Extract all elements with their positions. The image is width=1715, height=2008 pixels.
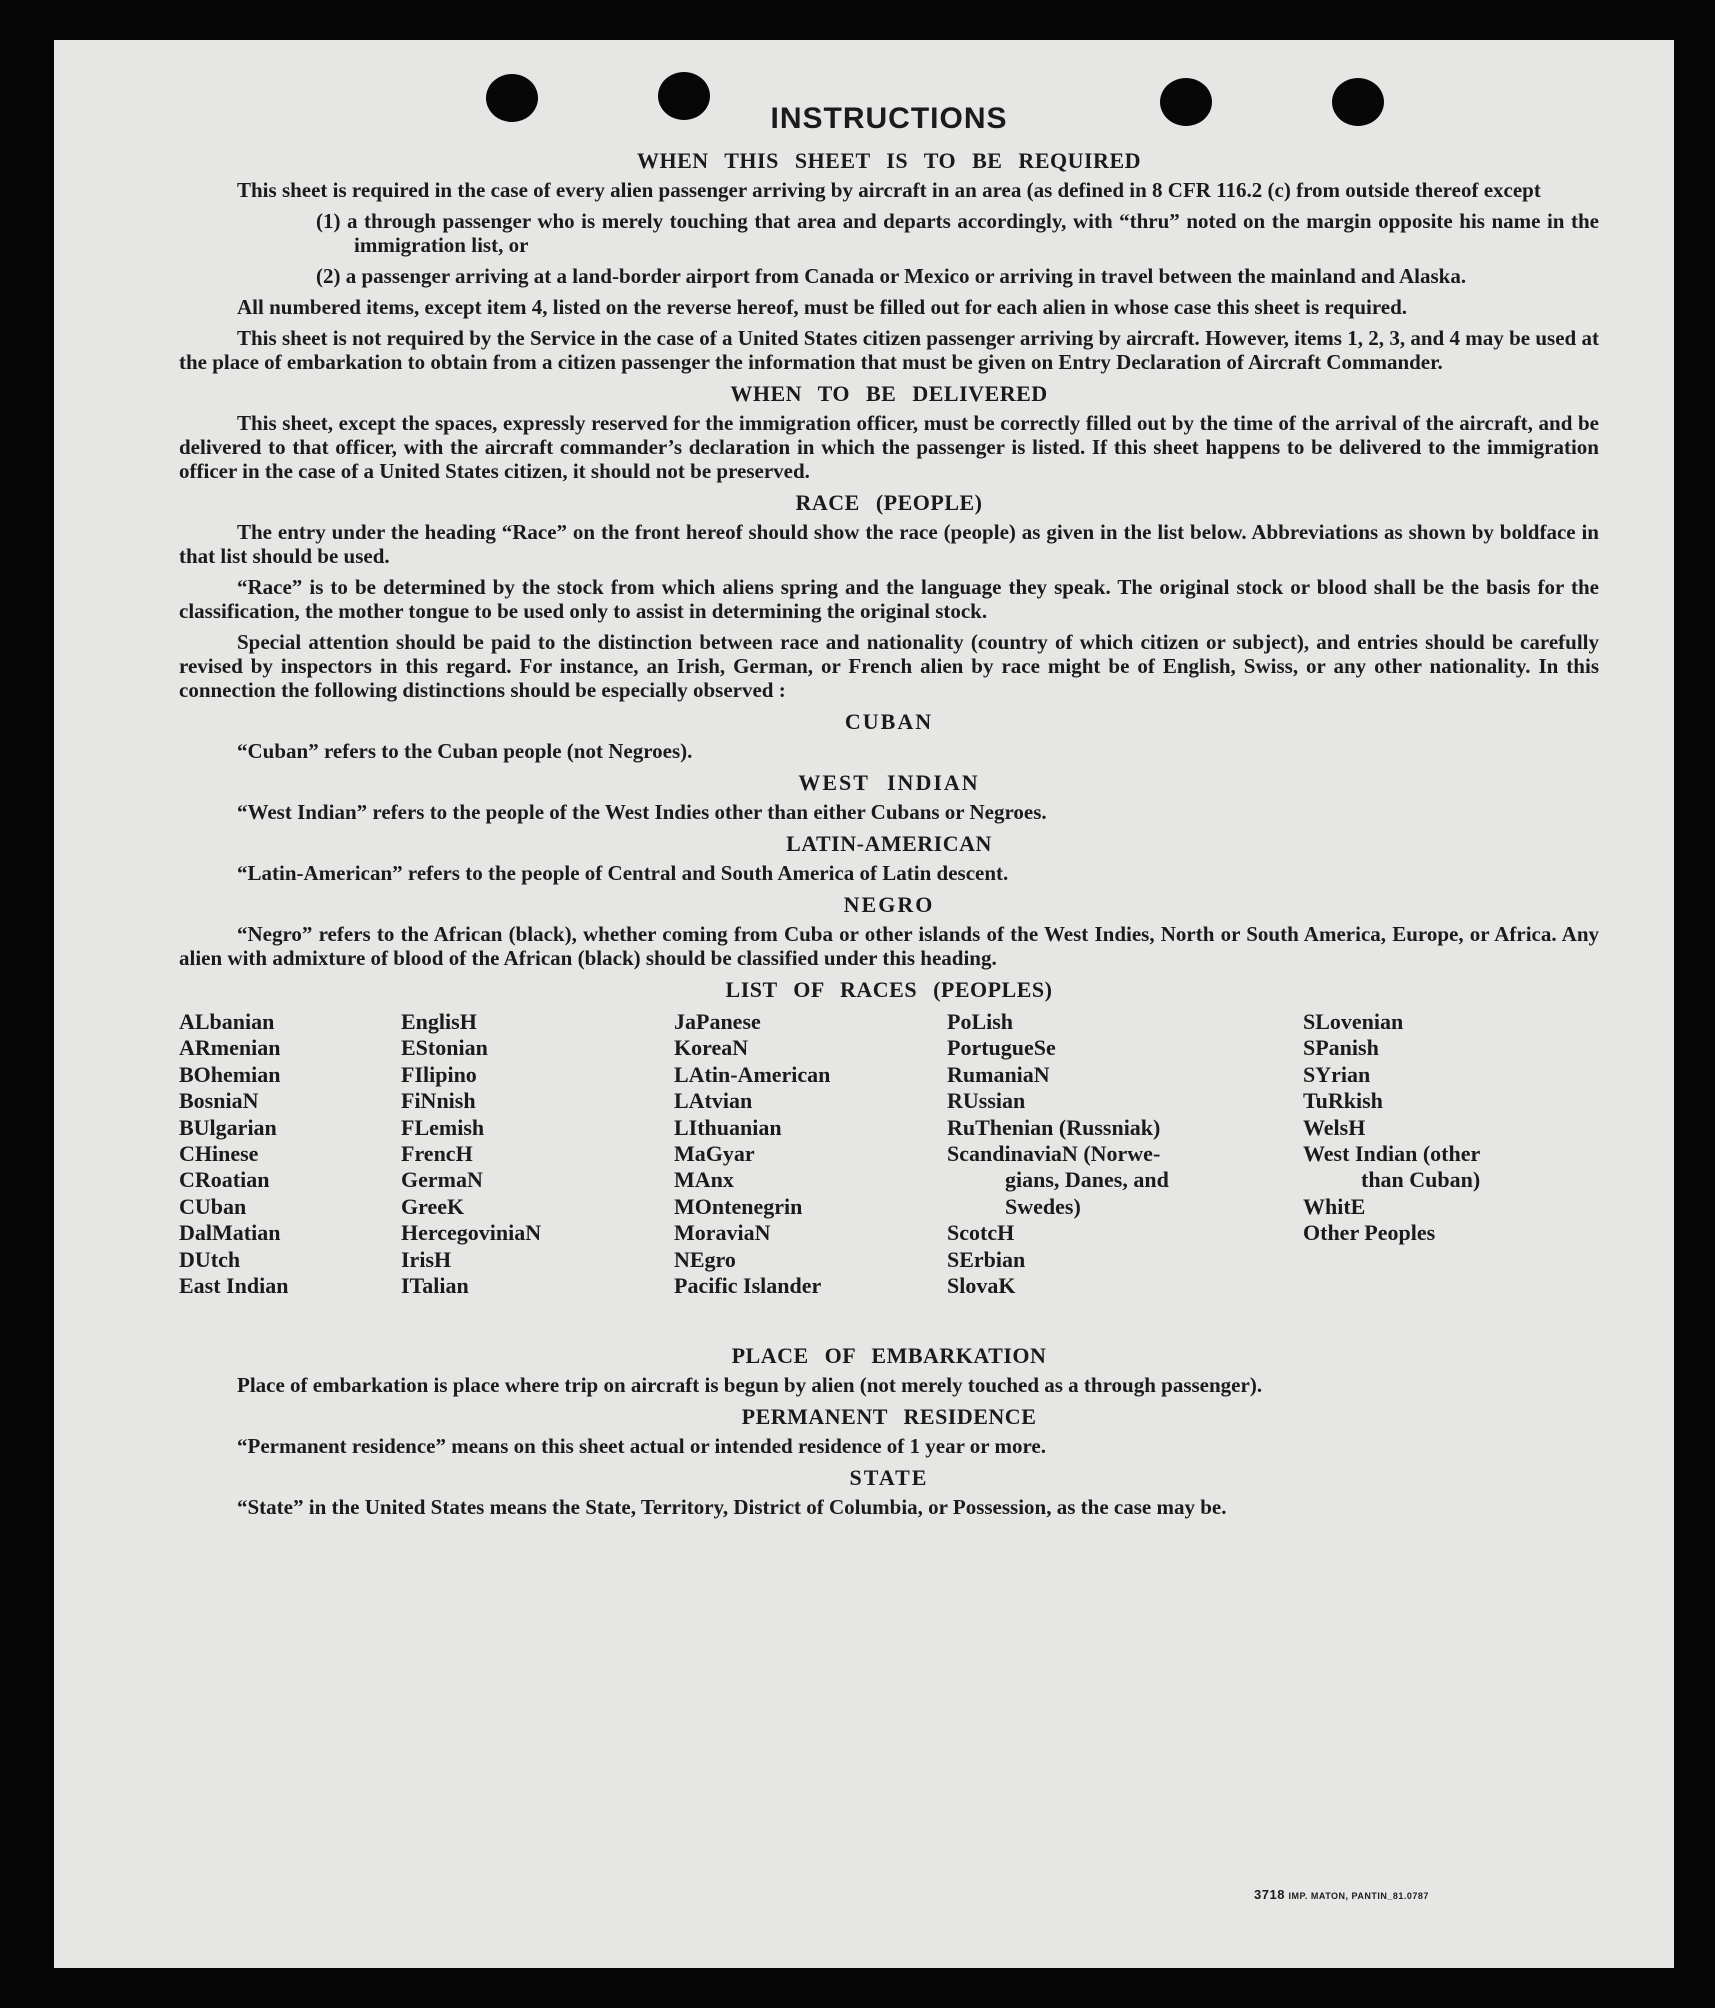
race-entry: BosniaN xyxy=(179,1088,259,1114)
race-entry: CHinese xyxy=(179,1140,259,1166)
instructions-body xyxy=(179,102,1599,1526)
race-entry: EnglisH xyxy=(401,1009,477,1034)
paragraph: This sheet is required in the case of every alien passenger arriving by aircraft in an area (as defined in 8 CFR 116.2 (c) from outside thereof except xyxy=(237,178,1541,202)
race-entry: FrencH xyxy=(401,1140,473,1166)
paragraph: Special attention should be paid to the distinction between race and nationality (country of which citizen or subject), and entries should be carefully revised by inspectors in this regard. For instance, an Irish, German, or French alien by race might be of English, Swiss, or any other nationality. In this connection the following distinctions should be especially observed : xyxy=(179,630,1599,702)
races-column-5 xyxy=(1303,1009,1603,1247)
list-item: (1) a through passenger who is merely touching that area and departs accordingly, with “thru” noted on the margin opposite his name in the immigration list, or xyxy=(316,209,1599,257)
race-entry: JaPanese xyxy=(674,1009,761,1034)
race-entry: Other Peoples xyxy=(1303,1220,1436,1246)
race-entry: RumaniaN xyxy=(947,1061,1050,1087)
paragraph: “Permanent residence” means on this sheet actual or intended residence of 1 year or more. xyxy=(237,1434,1046,1458)
paragraph: This sheet, except the spaces, expressly reserved for the immigration officer, must be correctly filled out by the time of the arrival of the aircraft, and be delivered to that officer, with the aircraft commander’s declaration in which the passenger is listed. If this sheet happens to be delivered to the immigration officer in the case of a United States citizen, it should not be preserved. xyxy=(179,411,1599,483)
races-column-3 xyxy=(674,1009,934,1299)
race-entry: SErbian xyxy=(947,1246,1026,1272)
form-number: 3718 xyxy=(1254,1887,1285,1902)
section-heading-residence: PERMANENT RESIDENCE xyxy=(741,1404,1037,1429)
paragraph: This sheet is not required by the Service in the case of a United States citizen passenger arriving by aircraft. However, items 1, 2, 3, and 4 may be used at the place of embarkation to obtain from a citizen passenger the information that must be given on Entry Declaration of Aircraft Commander. xyxy=(179,326,1599,374)
race-entry: ITalian xyxy=(401,1272,469,1298)
race-entry: PortugueSe xyxy=(947,1035,1056,1061)
printer-imprint xyxy=(1254,1887,1429,1902)
paragraph: All numbered items, except item 4, listed on the reverse hereof, must be filled out for each alien in whose case this sheet is required. xyxy=(237,295,1408,319)
paragraph: Place of embarkation is place where trip on aircraft is begun by alien (not merely touched as a through passenger). xyxy=(237,1373,1263,1397)
section-heading-race: RACE (PEOPLE) xyxy=(795,490,983,515)
races-column-1 xyxy=(179,1009,389,1299)
race-entry: KoreaN xyxy=(674,1035,749,1061)
section-heading-cuban: CUBAN xyxy=(844,709,934,734)
race-entry: FIlipino xyxy=(401,1061,477,1087)
race-entry: EStonian xyxy=(401,1035,488,1061)
race-entry: MAnx xyxy=(674,1167,734,1193)
race-entry: LAtvian xyxy=(674,1088,753,1114)
paragraph: The entry under the heading “Race” on the front hereof should show the race (people) as given in the list below. Abbreviations as shown by boldface in that list should be used. xyxy=(179,520,1599,568)
race-entry: SPanish xyxy=(1303,1035,1379,1061)
race-entry: MoraviaN xyxy=(674,1220,771,1246)
document-page xyxy=(54,40,1674,1968)
section-heading-required: WHEN THIS SHEET IS TO BE REQUIRED xyxy=(636,148,1142,173)
paragraph: “Latin-American” refers to the people of Central and South America of Latin descent. xyxy=(237,861,1009,885)
race-entry: NEgro xyxy=(674,1246,736,1272)
race-entry: HercegoviniaN xyxy=(401,1220,542,1246)
paragraph: “West Indian” refers to the people of the West Indies other than either Cubans or Negroes. xyxy=(237,800,1047,824)
paragraph: “Negro” refers to the African (black), whether coming from Cuba or other islands of the West Indies, North or South America, Europe, or Africa. Any alien with admixture of blood of the African (black) should be classified under this heading. xyxy=(179,922,1599,970)
race-entry: MaGyar xyxy=(674,1140,755,1166)
race-entry: RUssian xyxy=(947,1088,1026,1114)
race-entry: FLemish xyxy=(401,1114,485,1140)
races-column-2 xyxy=(401,1009,661,1299)
section-heading-west-indian: WEST INDIAN xyxy=(798,770,980,795)
section-heading-delivered: WHEN TO BE DELIVERED xyxy=(730,381,1048,406)
race-entry: CRoatian xyxy=(179,1167,270,1193)
race-entry-continued: than Cuban) xyxy=(1361,1167,1481,1193)
race-entry: PoLish xyxy=(947,1009,1014,1034)
race-entry: ScandinaviaN (Norwe- xyxy=(947,1140,1161,1166)
race-entry-continued: gians, Danes, and xyxy=(1005,1167,1169,1193)
races-column-4 xyxy=(947,1009,1277,1299)
race-entry: BOhemian xyxy=(179,1061,281,1087)
section-heading-embarkation: PLACE OF EMBARKATION xyxy=(731,1343,1047,1368)
section-heading-latin-american: LATIN-AMERICAN xyxy=(786,831,992,856)
race-entry: BUlgarian xyxy=(179,1114,277,1140)
race-entry: LIthuanian xyxy=(674,1114,782,1140)
race-entry-continued: Swedes) xyxy=(1005,1193,1081,1219)
paragraph: “State” in the United States means the State, Territory, District of Columbia, or Possession, as the case may be. xyxy=(237,1495,1227,1519)
race-entry: TuRkish xyxy=(1303,1088,1383,1114)
race-entry: RuThenian (Russniak) xyxy=(947,1114,1161,1140)
race-entry: MOntenegrin xyxy=(674,1193,803,1219)
race-entry: GreeK xyxy=(401,1193,465,1219)
race-entry: SlovaK xyxy=(947,1272,1016,1298)
race-entry: CUban xyxy=(179,1193,247,1219)
race-entry: DalMatian xyxy=(179,1220,281,1246)
section-heading-state: STATE xyxy=(849,1465,929,1490)
race-entry: FiNnish xyxy=(401,1088,476,1114)
race-entry: WelsH xyxy=(1303,1114,1366,1140)
paragraph: “Cuban” refers to the Cuban people (not Negroes). xyxy=(237,739,693,763)
race-entry: SLovenian xyxy=(1303,1009,1404,1034)
race-entry: LAtin-American xyxy=(674,1061,831,1087)
race-entry: ScotcH xyxy=(947,1220,1015,1246)
race-entry: West Indian (other xyxy=(1303,1140,1481,1166)
race-entry: SYrian xyxy=(1303,1061,1371,1087)
section-heading-negro: NEGRO xyxy=(843,892,935,917)
list-item: (2) a passenger arriving at a land-border airport from Canada or Mexico or arriving in travel between the mainland and Alaska. xyxy=(316,264,1467,288)
race-entry: ALbanian xyxy=(179,1009,275,1034)
race-entry: WhitE xyxy=(1303,1193,1366,1219)
race-entry: DUtch xyxy=(179,1246,241,1272)
race-entry: East Indian xyxy=(179,1272,289,1298)
race-entry: Pacific Islander xyxy=(674,1272,822,1298)
section-heading-list-of-races: LIST OF RACES (PEOPLES) xyxy=(725,977,1053,1002)
page-title: INSTRUCTIONS xyxy=(770,102,1008,135)
printer-name: IMP. MATON, PANTIN_81.0787 xyxy=(1288,1891,1429,1901)
paragraph: “Race” is to be determined by the stock from which aliens spring and the language they speak. The original stock or blood shall be the basis for the classification, the mother tongue to be used only to assist in determining the original stock. xyxy=(179,575,1599,623)
race-entry: GermaN xyxy=(401,1167,483,1193)
races-list xyxy=(179,1009,1599,1339)
race-entry: IrisH xyxy=(401,1246,452,1272)
race-entry: ARmenian xyxy=(179,1035,281,1061)
